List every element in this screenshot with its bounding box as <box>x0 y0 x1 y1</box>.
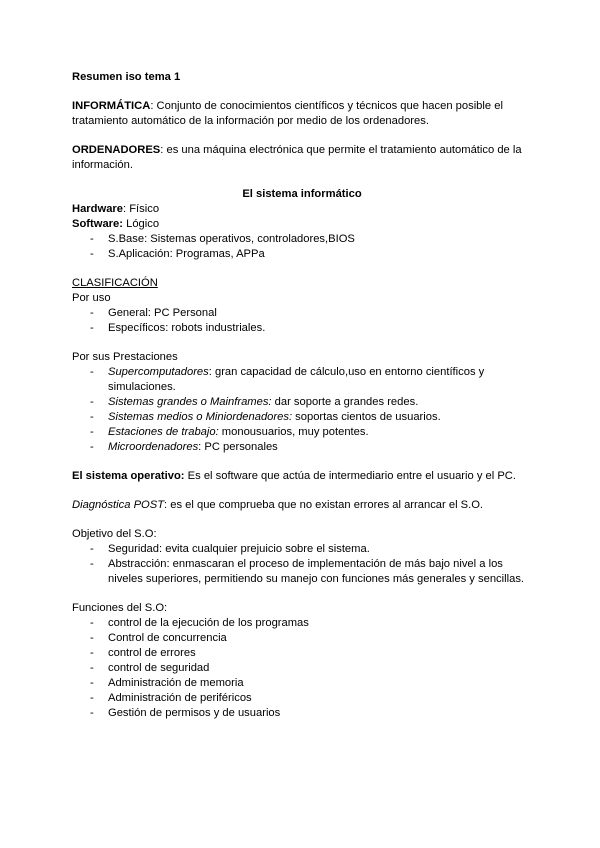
item-term: Supercomputadores <box>108 366 209 378</box>
list-item: - Control de concurrencia <box>72 631 532 646</box>
list-item: - control de errores <box>72 646 532 661</box>
list-item: - Administración de memoria <box>72 676 532 691</box>
list-item: - Abstracción: enmascaran el proceso de implementación de más bajo nivel a los niveles superiores, permitiendo su manejo con funciones más generales y sencillas. <box>72 557 532 587</box>
term-software: Software: <box>72 218 123 230</box>
definition-sistema-operativo <box>72 469 532 484</box>
definition-diagnostica-text: : es el que comprueba que no existan errores al arrancar el S.O. <box>164 499 484 511</box>
list-item <box>72 410 532 425</box>
list-item: - S.Aplicación: Programas, APPa <box>72 247 532 262</box>
por-uso-list <box>72 306 532 336</box>
item-text: : PC personales <box>198 441 278 453</box>
document-body <box>72 70 532 721</box>
item-text: soportas cientos de usuarios. <box>292 411 441 423</box>
definition-informatica-text: : Conjunto de conocimientos científicos y técnicos que hacen posible el tratamiento automático de la información por medio de los ordenadores. <box>72 100 503 127</box>
item-term: Sistemas medios o Miniordenadores: <box>108 411 293 423</box>
list-item: - S.Base: Sistemas operativos, controladores,BIOS <box>72 232 532 247</box>
list-item: - Gestión de permisos y de usuarios <box>72 706 532 721</box>
list-item: - General: PC Personal <box>72 306 532 321</box>
definition-ordenadores-text: : es una máquina electrónica que permite el tratamiento automático de la información. <box>72 144 522 171</box>
term-diagnostica: Diagnóstica POST <box>72 499 165 511</box>
list-item: - control de seguridad <box>72 661 532 676</box>
definition-sistema-operativo-text: Es el software que actúa de intermediario entre el usuario y el PC. <box>184 470 516 482</box>
item-term: Estaciones de trabajo: <box>108 426 219 438</box>
software-text: Lógico <box>122 218 160 230</box>
definition-ordenadores <box>72 143 532 173</box>
software-list <box>72 232 532 262</box>
item-text: monousuarios, muy potentes. <box>218 426 369 438</box>
hardware-line <box>72 202 532 217</box>
term-hardware: Hardware <box>72 203 123 215</box>
definition-informatica <box>72 99 532 129</box>
heading-sistema-informatico: El sistema informático <box>242 188 362 200</box>
item-text: dar soporte a grandes redes. <box>271 396 419 408</box>
hardware-text: : Físico <box>123 203 160 215</box>
definition-diagnostica <box>72 498 532 513</box>
item-text: : gran capacidad de cálculo,uso en entorno científicos y simulaciones. <box>108 366 485 393</box>
label-funciones: Funciones del S.O: <box>72 602 168 614</box>
objetivo-list <box>72 542 532 587</box>
label-por-prestaciones: Por sus Prestaciones <box>72 351 178 363</box>
term-ordenadores: ORDENADORES <box>72 144 161 156</box>
list-item: - Administración de periféricos <box>72 691 532 706</box>
list-item: - Seguridad: evita cualquier prejuicio sobre el sistema. <box>72 542 532 557</box>
item-term: Microordenadores <box>108 441 199 453</box>
document-title: Resumen iso tema 1 <box>72 71 181 83</box>
list-item <box>72 440 532 455</box>
term-sistema-operativo: El sistema operativo: <box>72 470 185 482</box>
label-por-uso: Por uso <box>72 292 111 304</box>
heading-clasificacion: CLASIFICACIÓN <box>72 277 158 289</box>
software-line <box>72 217 532 232</box>
list-item <box>72 395 532 410</box>
funciones-list <box>72 616 532 721</box>
term-informatica: INFORMÁTICA <box>72 100 151 112</box>
list-item <box>72 365 532 395</box>
list-item: - control de la ejecución de los programas <box>72 616 532 631</box>
item-term: Sistemas grandes o Mainframes: <box>108 396 272 408</box>
list-item: - Específicos: robots industriales. <box>72 321 532 336</box>
label-objetivo: Objetivo del S.O: <box>72 528 157 540</box>
list-item <box>72 425 532 440</box>
prestaciones-list <box>72 365 532 455</box>
